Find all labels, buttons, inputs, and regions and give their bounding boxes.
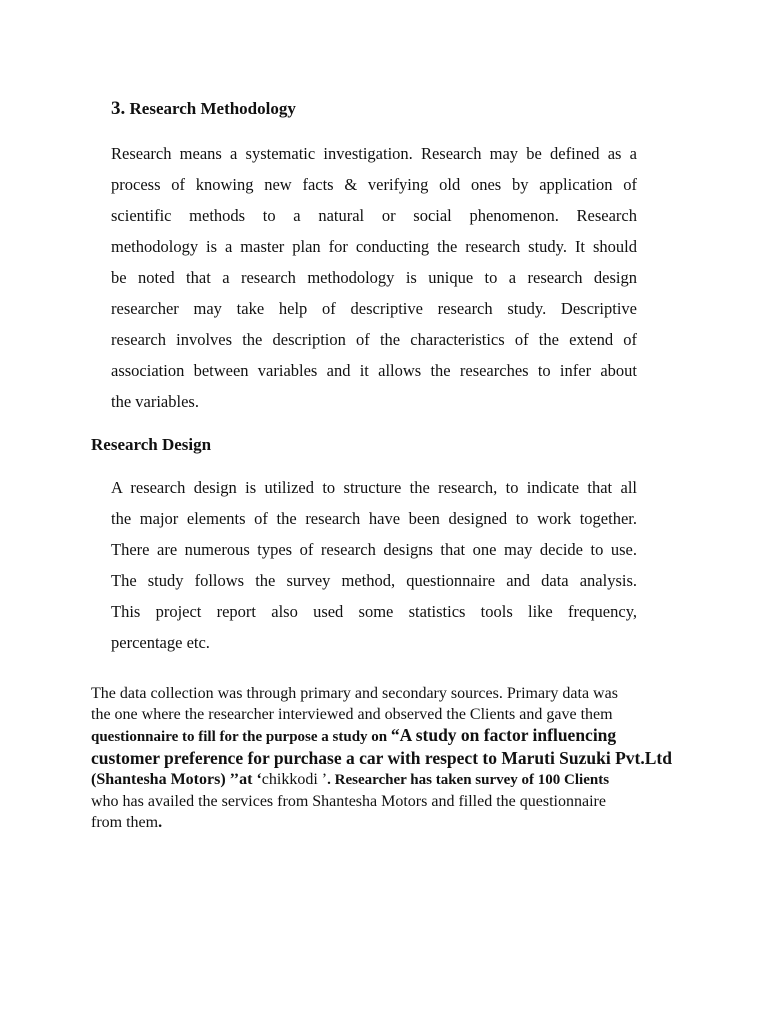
design-line: A research design is utilized to structure the research, to indicate that all xyxy=(111,478,637,497)
study-title-start: “A study on factor influencing xyxy=(390,725,617,745)
methodology-line: process of knowing new facts & verifying old ones by application of xyxy=(111,175,637,194)
methodology-line: research involves the description of the characteristics of the extend of xyxy=(111,330,637,349)
methodology-line: Research means a systematic investigation. Research may be defined as a xyxy=(111,144,637,163)
data-collection-line: who has availed the services from Shantesha Motors and filled the questionnaire xyxy=(91,793,606,810)
design-line: There are numerous types of research designs that one may decide to use. xyxy=(111,540,637,559)
data-collection-paragraph xyxy=(91,683,681,833)
closing-text: from them xyxy=(91,814,159,831)
design-heading: Research Design xyxy=(91,435,212,454)
methodology-line: researcher may take help of descriptive research study. Descriptive xyxy=(111,299,637,318)
data-collection-line xyxy=(91,769,681,791)
section-title: Research Methodology xyxy=(129,99,296,118)
closing-period: . xyxy=(158,814,163,831)
section-heading xyxy=(111,98,296,120)
design-line: percentage etc. xyxy=(111,633,210,652)
methodology-line: association between variables and it allows the researches to infer about xyxy=(111,361,637,380)
data-collection-line xyxy=(91,812,681,833)
design-line: This project report also used some statistics tools like frequency, xyxy=(111,602,637,621)
data-collection-line xyxy=(91,725,681,748)
design-paragraph xyxy=(111,472,637,658)
section-number: 3. xyxy=(111,98,126,119)
methodology-line: be noted that a research methodology is unique to a research design xyxy=(111,268,637,287)
study-title-line: customer preference for purchase a car with respect to Maruti Suzuki Pvt.Ltd xyxy=(91,748,672,768)
study-title-end: (Shantesha Motors) ’’at ‘ xyxy=(91,771,262,788)
data-collection-line: the one where the researcher interviewed and observed the Clients and gave them xyxy=(91,706,613,723)
location-text: chikkodi ’ xyxy=(261,771,328,788)
design-line: The study follows the survey method, questionnaire and data analysis. xyxy=(111,571,637,590)
data-collection-line: The data collection was through primary and secondary sources. Primary data was xyxy=(91,685,618,702)
methodology-line: methodology is a master plan for conducting the research study. It should xyxy=(111,237,637,256)
design-line: the major elements of the research have been designed to work together. xyxy=(111,509,637,528)
survey-text: . Researcher has taken survey of 100 Clients xyxy=(327,772,610,788)
methodology-paragraph xyxy=(111,138,637,417)
methodology-line: the variables. xyxy=(111,392,199,411)
questionnaire-text: questionnaire to fill for the purpose a study on xyxy=(91,729,391,745)
methodology-line: scientific methods to a natural or social phenomenon. Research xyxy=(111,206,637,225)
